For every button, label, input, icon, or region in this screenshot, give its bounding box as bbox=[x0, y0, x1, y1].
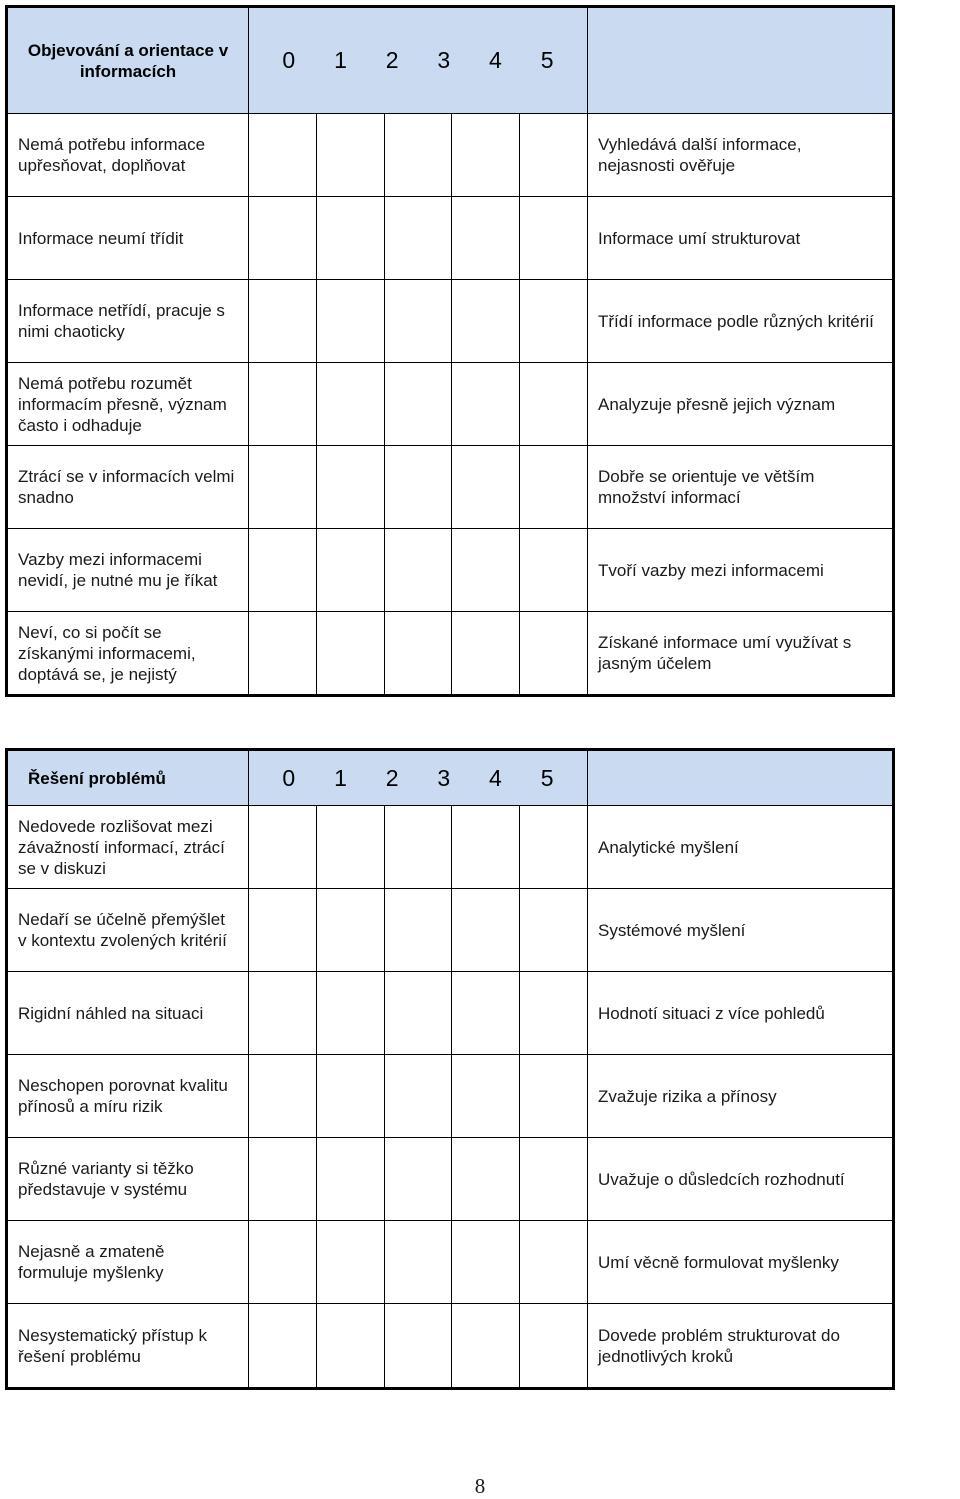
score-cell[interactable] bbox=[520, 114, 588, 197]
scale-4: 4 bbox=[489, 47, 502, 73]
positive-descriptor: Uvažuje o důsledcích rozhodnutí bbox=[588, 1138, 894, 1221]
positive-descriptor: Dovede problém strukturovat do jednotlivých kroků bbox=[588, 1304, 894, 1389]
score-cell[interactable] bbox=[520, 280, 588, 363]
scale-5: 5 bbox=[540, 764, 554, 791]
score-cell[interactable] bbox=[452, 972, 520, 1055]
score-cell[interactable] bbox=[385, 1221, 452, 1304]
positive-descriptor: Tvoří vazby mezi informacemi bbox=[588, 529, 894, 612]
score-cell[interactable] bbox=[520, 1138, 588, 1221]
score-cell[interactable] bbox=[317, 1055, 385, 1138]
positive-descriptor: Dobře se orientuje ve větším množství informací bbox=[588, 446, 894, 529]
score-cell[interactable] bbox=[249, 1304, 317, 1389]
score-cell[interactable] bbox=[317, 889, 385, 972]
score-cell[interactable] bbox=[452, 114, 520, 197]
scale-2: 2 bbox=[385, 764, 399, 791]
positive-descriptor: Hodnotí situaci z více pohledů bbox=[588, 972, 894, 1055]
score-cell[interactable] bbox=[317, 1138, 385, 1221]
score-cell[interactable] bbox=[520, 972, 588, 1055]
score-cell[interactable] bbox=[249, 446, 317, 529]
score-cell[interactable] bbox=[385, 1304, 452, 1389]
score-cell[interactable] bbox=[385, 1138, 452, 1221]
score-cell[interactable] bbox=[249, 612, 317, 696]
score-cell[interactable] bbox=[317, 529, 385, 612]
score-cell[interactable] bbox=[385, 1055, 452, 1138]
score-cell[interactable] bbox=[317, 1304, 385, 1389]
positive-descriptor: Třídí informace podle různých kritérií bbox=[588, 280, 894, 363]
score-cell[interactable] bbox=[249, 972, 317, 1055]
negative-descriptor: Ztrácí se v informacích velmi snadno bbox=[7, 446, 249, 529]
scale-0: 0 bbox=[282, 764, 296, 791]
negative-descriptor: Vazby mezi informacemi nevidí, je nutné mu je říkat bbox=[7, 529, 249, 612]
score-cell[interactable] bbox=[452, 446, 520, 529]
score-cell[interactable] bbox=[385, 612, 452, 696]
table-row bbox=[7, 612, 894, 696]
table-title: Řešení problémů bbox=[7, 750, 249, 806]
score-cell[interactable] bbox=[452, 806, 520, 889]
positive-descriptor: Analytické myšlení bbox=[588, 806, 894, 889]
score-cell[interactable] bbox=[520, 197, 588, 280]
score-cell[interactable] bbox=[452, 197, 520, 280]
score-cell[interactable] bbox=[520, 529, 588, 612]
score-cell[interactable] bbox=[452, 1138, 520, 1221]
score-cell[interactable] bbox=[520, 1304, 588, 1389]
table-row bbox=[7, 197, 894, 280]
negative-descriptor: Nesystematický přístup k řešení problému bbox=[7, 1304, 249, 1389]
table-row bbox=[7, 972, 894, 1055]
table-row bbox=[7, 1055, 894, 1138]
score-cell[interactable] bbox=[452, 889, 520, 972]
score-cell[interactable] bbox=[249, 889, 317, 972]
rating-table-information bbox=[5, 5, 895, 697]
score-cell[interactable] bbox=[385, 280, 452, 363]
score-cell[interactable] bbox=[317, 280, 385, 363]
score-cell[interactable] bbox=[317, 197, 385, 280]
table-row bbox=[7, 806, 894, 889]
positive-descriptor: Umí věcně formulovat myšlenky bbox=[588, 1221, 894, 1304]
score-cell[interactable] bbox=[520, 1055, 588, 1138]
positive-descriptor: Získané informace umí využívat s jasným účelem bbox=[588, 612, 894, 696]
score-cell[interactable] bbox=[385, 529, 452, 612]
score-cell[interactable] bbox=[385, 363, 452, 446]
score-cell[interactable] bbox=[317, 806, 385, 889]
score-cell[interactable] bbox=[249, 280, 317, 363]
score-cell[interactable] bbox=[452, 1221, 520, 1304]
negative-descriptor: Rigidní náhled na situaci bbox=[7, 972, 249, 1055]
negative-descriptor: Nejasně a zmateně formuluje myšlenky bbox=[7, 1221, 249, 1304]
negative-descriptor: Informace neumí třídit bbox=[7, 197, 249, 280]
score-cell[interactable] bbox=[317, 446, 385, 529]
table-row bbox=[7, 1138, 894, 1221]
table-row bbox=[7, 889, 894, 972]
negative-descriptor: Různé varianty si těžko představuje v systému bbox=[7, 1138, 249, 1221]
scale-1: 1 bbox=[334, 764, 347, 791]
negative-descriptor: Nedovede rozlišovat mezi závažností informací, ztrácí se v diskuzi bbox=[7, 806, 249, 889]
page-number: 8 bbox=[474, 1474, 486, 1498]
score-cell[interactable] bbox=[249, 1055, 317, 1138]
score-cell[interactable] bbox=[452, 612, 520, 696]
scale-header bbox=[249, 7, 588, 114]
score-cell[interactable] bbox=[520, 1221, 588, 1304]
table-row bbox=[7, 1304, 894, 1389]
score-cell[interactable] bbox=[452, 1304, 520, 1389]
score-cell[interactable] bbox=[385, 114, 452, 197]
negative-descriptor: Nedaří se účelně přemýšlet v kontextu zvolených kritérií bbox=[7, 889, 249, 972]
score-cell[interactable] bbox=[452, 529, 520, 612]
table-row bbox=[7, 529, 894, 612]
positive-descriptor: Informace umí strukturovat bbox=[588, 197, 894, 280]
scale-header bbox=[249, 750, 588, 806]
scale-5: 5 bbox=[540, 47, 554, 73]
score-cell[interactable] bbox=[249, 363, 317, 446]
score-cell[interactable] bbox=[317, 972, 385, 1055]
negative-descriptor: Neschopen porovnat kvalitu přínosů a míru rizik bbox=[7, 1055, 249, 1138]
table-row bbox=[7, 446, 894, 529]
scale-0: 0 bbox=[282, 47, 296, 73]
score-cell[interactable] bbox=[520, 363, 588, 446]
rating-table-problem-solving bbox=[5, 748, 895, 1390]
score-cell[interactable] bbox=[385, 806, 452, 889]
score-cell[interactable] bbox=[249, 1138, 317, 1221]
table-row bbox=[7, 1221, 894, 1304]
score-cell[interactable] bbox=[249, 197, 317, 280]
score-cell[interactable] bbox=[385, 889, 452, 972]
header-blank bbox=[588, 7, 894, 114]
scale-3: 3 bbox=[437, 764, 451, 791]
score-cell[interactable] bbox=[452, 1055, 520, 1138]
score-cell[interactable] bbox=[520, 806, 588, 889]
negative-descriptor: Nemá potřebu informace upřesňovat, doplňovat bbox=[7, 114, 249, 197]
scale-2: 2 bbox=[385, 47, 399, 73]
score-cell[interactable] bbox=[520, 612, 588, 696]
score-cell[interactable] bbox=[520, 446, 588, 529]
positive-descriptor: Analyzuje přesně jejich význam bbox=[588, 363, 894, 446]
score-cell[interactable] bbox=[385, 972, 452, 1055]
scale-3: 3 bbox=[437, 47, 451, 73]
negative-descriptor: Nemá potřebu rozumět informacím přesně, význam často i odhaduje bbox=[7, 363, 249, 446]
positive-descriptor: Systémové myšlení bbox=[588, 889, 894, 972]
scale-1: 1 bbox=[334, 47, 347, 73]
score-cell[interactable] bbox=[520, 889, 588, 972]
score-cell[interactable] bbox=[317, 1221, 385, 1304]
score-cell[interactable] bbox=[452, 280, 520, 363]
scale-4: 4 bbox=[489, 764, 502, 791]
score-cell[interactable] bbox=[385, 446, 452, 529]
score-cell[interactable] bbox=[249, 1221, 317, 1304]
score-cell[interactable] bbox=[249, 529, 317, 612]
positive-descriptor: Vyhledává další informace, nejasnosti ověřuje bbox=[588, 114, 894, 197]
score-cell[interactable] bbox=[385, 197, 452, 280]
score-cell[interactable] bbox=[249, 806, 317, 889]
score-cell[interactable] bbox=[317, 114, 385, 197]
table-row bbox=[7, 114, 894, 197]
score-cell[interactable] bbox=[317, 612, 385, 696]
table-title: Objevování a orientace v informacích bbox=[7, 7, 249, 114]
header-blank bbox=[588, 750, 894, 806]
negative-descriptor: Informace netřídí, pracuje s nimi chaoticky bbox=[7, 280, 249, 363]
positive-descriptor: Zvažuje rizika a přínosy bbox=[588, 1055, 894, 1138]
score-cell[interactable] bbox=[249, 114, 317, 197]
score-cell[interactable] bbox=[452, 363, 520, 446]
negative-descriptor: Neví, co si počít se získanými informacemi, doptává se, je nejistý bbox=[7, 612, 249, 696]
score-cell[interactable] bbox=[317, 363, 385, 446]
table-row bbox=[7, 363, 894, 446]
table-row bbox=[7, 280, 894, 363]
